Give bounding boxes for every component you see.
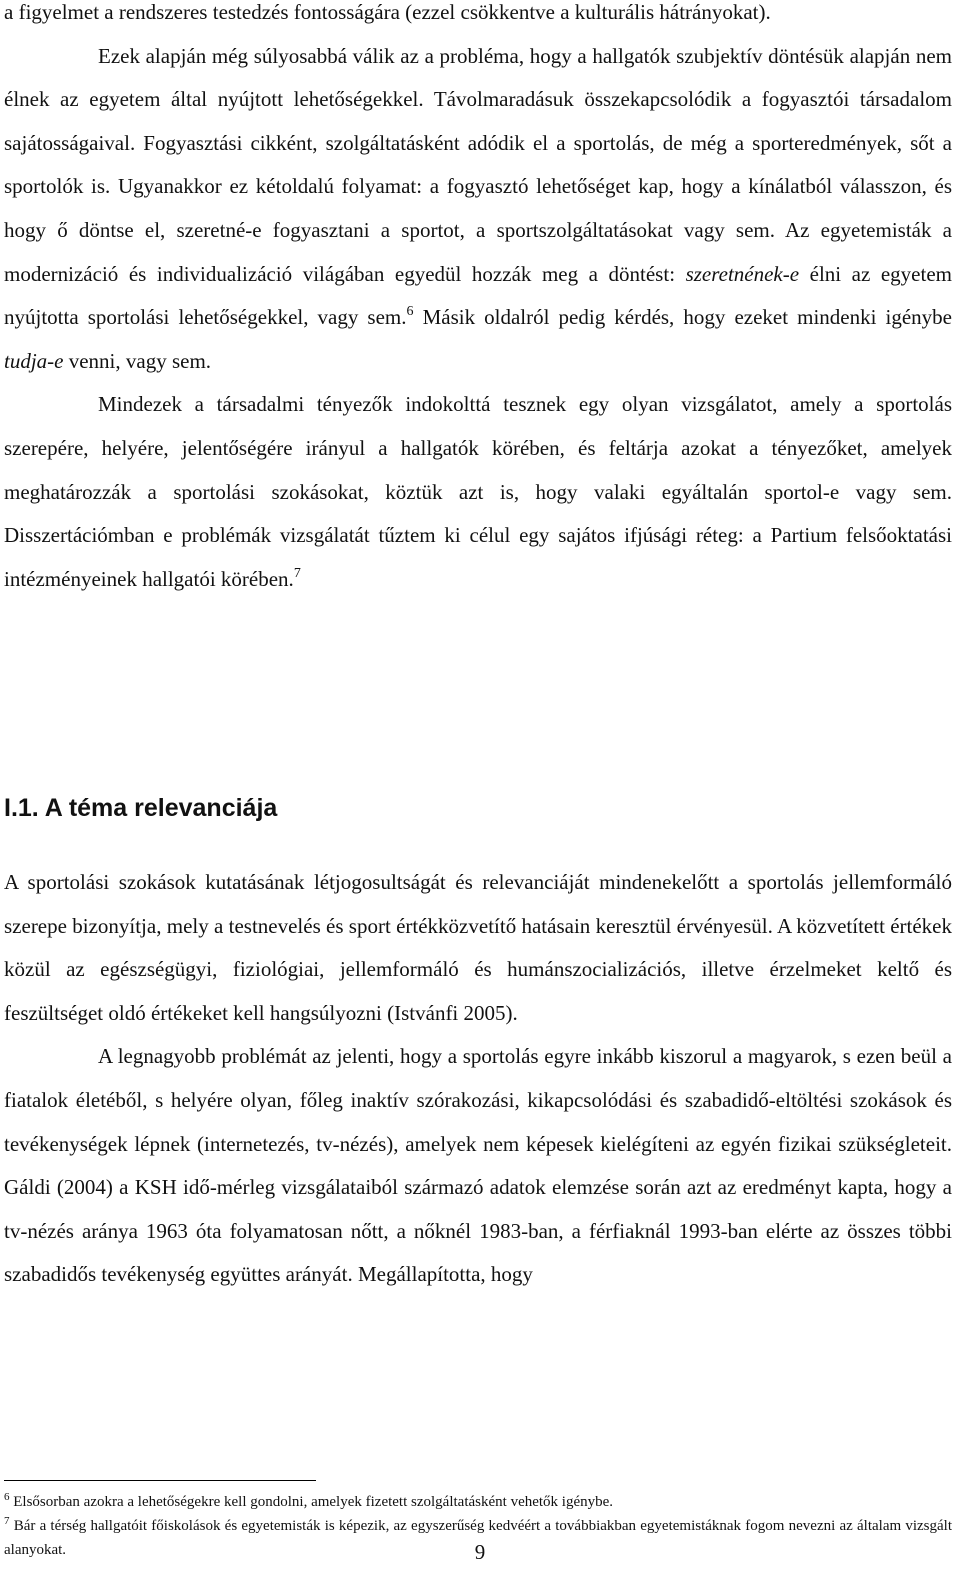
page-number: 9	[474, 1540, 486, 1564]
paragraph-text: Mindezek a társadalmi tényezők indokolttá tesznek egy olyan vizsgálatot, amely a sportolás szerepére, helyére, jelentőségére irányul a hallgatók körében, és feltárja azokat a tényezőket, amelyek meghatározzák a sportolási szokásokat, köztük azt is, hogy valaki egyáltalán sportol-e vagy sem. Disszertációmban e problémák vizsgálatát tűztem ki célul egy sajátos ifjúsági réteg: a Partium felsőoktatási intézményeinek hallgatói körében.	[4, 392, 952, 591]
paragraph-text: venni, vagy sem.	[63, 348, 212, 373]
footnote-reference[interactable]: 6	[406, 304, 414, 320]
footnote-6	[4, 1490, 952, 1514]
paragraph-text: Másik oldalról pedig kérdés, hogy ezeket mindenki igénybe	[413, 305, 952, 330]
emphasis-text: tudja-e	[4, 348, 64, 373]
footnote-text: Bár a térség hallgatóit főiskolások és egyetemisták is képezik, az egyszerűség kedvéért a továbbiakban egyetemistáknak fogom nevezni az általam vizsgált alanyokat.	[4, 1518, 952, 1558]
emphasis-text: szeretnének-e	[685, 261, 800, 286]
footnote-divider	[4, 1480, 316, 1481]
footnote-text: Elsősorban azokra a lehetőségekre kell gondolni, amelyek fizetett szolgáltatásként vehetők igénybe.	[9, 1494, 614, 1510]
paragraph-continuation: a figyelmet a rendszeres testedzés fontosságára (ezzel csökkentve a kulturális hátrányokat).	[4, 0, 771, 24]
section-heading: I.1. A téma relevanciája	[4, 794, 278, 822]
paragraph-problem: A legnagyobb problémát az jelenti, hogy a sportolás egyre inkább kiszorul a magyarok, s ezen beül a fiatalok életéből, s helyére olyan, főleg inaktív szórakozási, kikapcsolódási és szabadidő-eltöltési szokások és tevékenységek lépnek (internetezés, tv-nézés), amelyek nem képesek kielégíteni az egyén fizikai szükségleteit. Gáldi (2004) a KSH idő-mérleg vizsgálataiból származó adatok elemzése során azt az eredményt kapta, hogy a tv-nézés aránya 1963 óta folyamatosan nőtt, a nőknél 1983-ban, a férfiaknál 1993-ban elérte az összes többi szabadidős tevékenység együttes arányát. Megállapította, hogy	[4, 1044, 952, 1287]
text-block-top	[4, 0, 952, 601]
paragraph-consumer-society	[4, 35, 952, 384]
footnote-number: 7	[4, 1515, 10, 1527]
footnote-number: 6	[4, 1491, 10, 1503]
paragraph-research-goal	[4, 383, 952, 601]
paragraph-text: élni az egyetem nyújtotta sportolási lehetőségekkel, vagy sem.	[4, 261, 952, 330]
paragraph-text: Ezek alapján még súlyosabbá válik az a probléma, hogy a hallgatók szubjektív döntésük alapján nem élnek az egyetem által nyújtott lehetőségekkel. Távolmaradásuk összekapcsolódik a fogyasztói társadalom sajátosságaival. Fogyasztási cikként, szolgáltatásként adódik el a sportolás, de még a sporteredmények, sőt a sportolók is. Ugyanakkor ez kétoldalú folyamat: a fogyasztó lehetőséget kap, hogy a kínálatból válasszon, és hogy ő döntse el, szeretné-e fogyasztani a sportot, a sportszolgáltatásokat vagy sem. Az egyetemisták a modernizáció és individualizáció világában egyedül hozzák meg a döntést:	[4, 43, 952, 286]
text-block-relevance	[4, 861, 952, 1297]
footnote-reference[interactable]: 7	[293, 565, 301, 581]
paragraph-relevance: A sportolási szokások kutatásának létjogosultságát és relevanciáját mindenekelőtt a sportolás jellemformáló szerepe bizonyítja, mely a testnevelés és sport értékközvetítő hatásain keresztül érvényesül. A közvetített értékek közül az egészségügyi, fiziológiai, jellemformáló és humánszocializációs, illetve érzelmeket keltő és feszültséget oldó értékeket kell hangsúlyozni (Istvánfi 2005).	[4, 870, 952, 1025]
